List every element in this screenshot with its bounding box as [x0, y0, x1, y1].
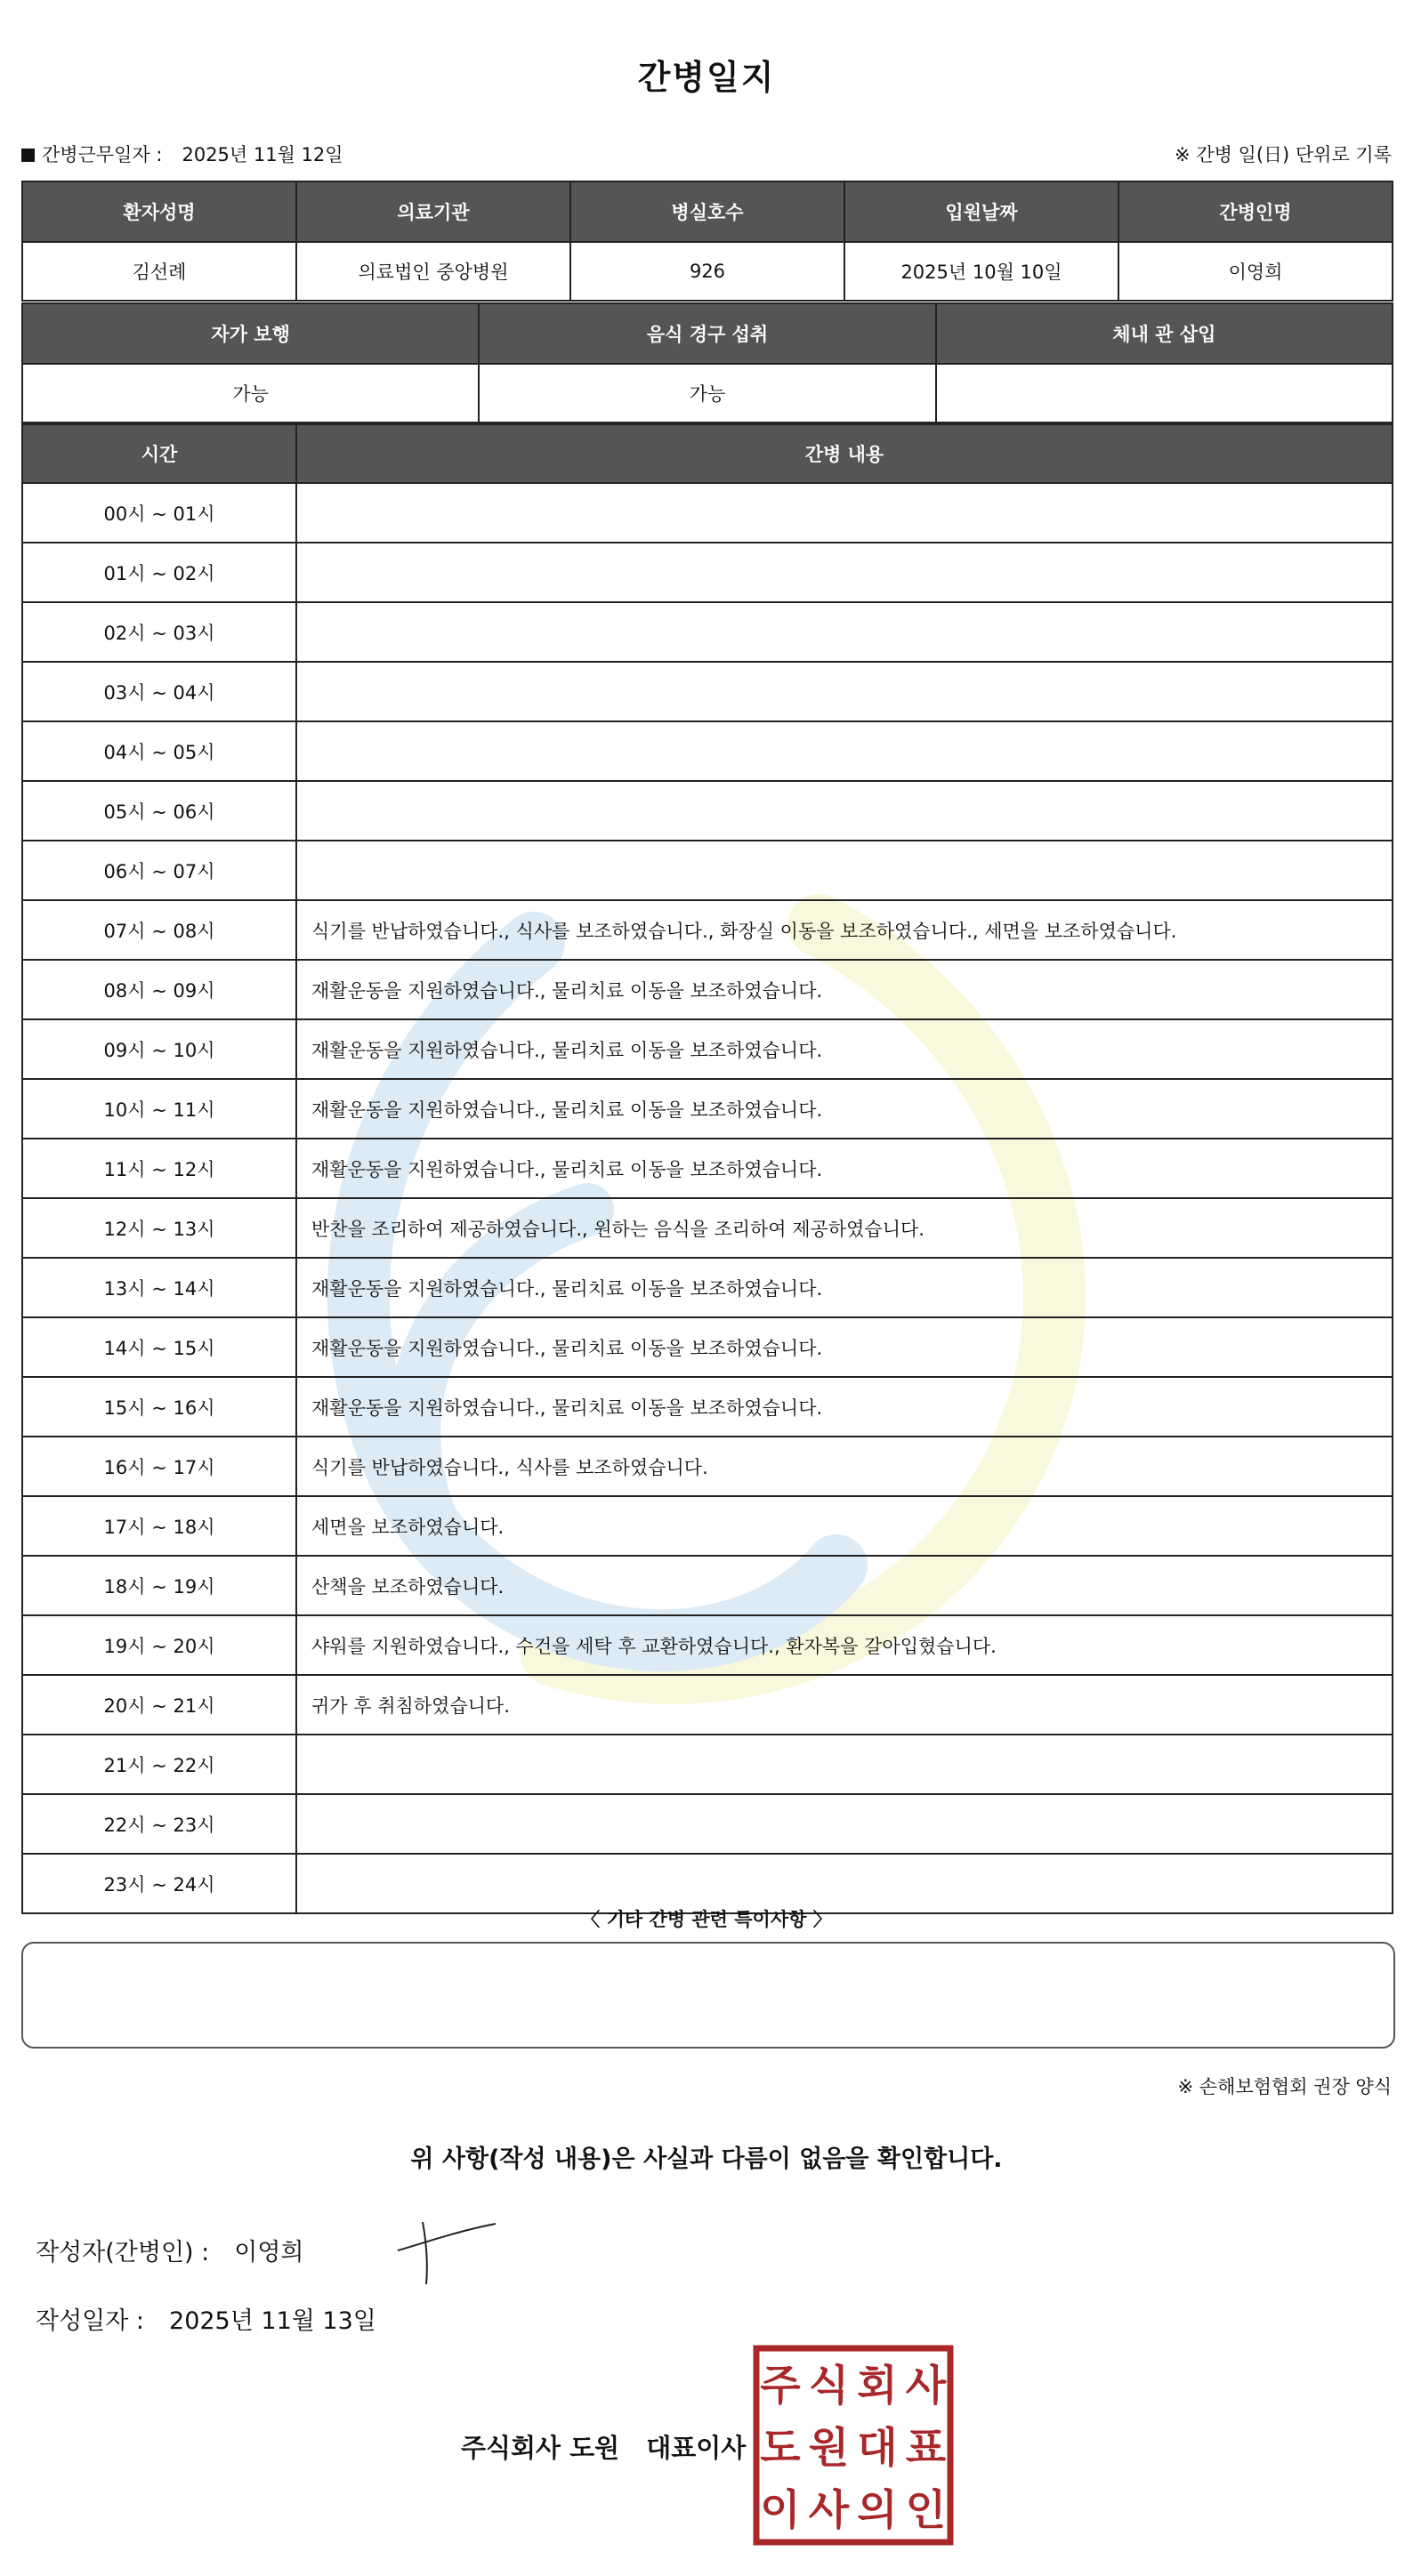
time-slot: 21시 ~ 22시	[22, 1735, 296, 1794]
written-date-value: 2025년 11월 13일	[169, 2307, 376, 2335]
table-row	[22, 1615, 1393, 1675]
seal-character: 이	[760, 2486, 801, 2535]
confirmation-statement: 위 사항(작성 내용)은 사실과 다름이 없음을 확인합니다.	[410, 2145, 1003, 2173]
table-row	[22, 1437, 1393, 1496]
care-content: 재활운동을 지원하였습니다., 물리치료 이동을 보조하였습니다.	[296, 1258, 1393, 1317]
writer-label: 작성자(간병인) :	[36, 2239, 210, 2266]
time-slot: 20시 ~ 21시	[22, 1675, 296, 1735]
care-content: 재활운동을 지원하였습니다., 물리치료 이동을 보조하였습니다.	[296, 1139, 1393, 1198]
table-row	[22, 841, 1393, 900]
time-slot: 10시 ~ 11시	[22, 1079, 296, 1139]
table-row	[22, 1675, 1393, 1735]
seal-character: 도	[760, 2424, 801, 2473]
table-row	[22, 781, 1393, 841]
document-title: 간병일지	[637, 58, 776, 97]
header-time: 시간	[22, 424, 296, 483]
time-slot: 19시 ~ 20시	[22, 1615, 296, 1675]
seal-character: 원	[808, 2424, 850, 2473]
caregiver-name: 이영희	[1118, 242, 1393, 301]
header-room: 병실호수	[570, 181, 844, 242]
header-caregiver: 간병인명	[1118, 181, 1393, 242]
care-content: 재활운동을 지원하였습니다., 물리치료 이동을 보조하였습니다.	[296, 1079, 1393, 1139]
writer-row	[36, 2233, 304, 2267]
notes-title: 〈 기타 간병 관련 특이사항 〉	[581, 1909, 832, 1930]
header-walking: 자가 보행	[22, 303, 479, 364]
header-patient-name: 환자성명	[22, 181, 296, 242]
work-date-value: 2025년 11월 12일	[182, 144, 343, 165]
table-row	[22, 1854, 1393, 1913]
tube-status	[936, 364, 1393, 423]
care-content	[296, 543, 1393, 602]
time-slot: 05시 ~ 06시	[22, 781, 296, 841]
time-slot: 04시 ~ 05시	[22, 721, 296, 781]
care-log-rows	[22, 483, 1393, 1913]
care-content	[296, 662, 1393, 721]
seal-character: 표	[905, 2424, 947, 2473]
table-row	[22, 1556, 1393, 1615]
company-rep-title: 대표이사	[646, 2433, 747, 2463]
time-slot: 17시 ~ 18시	[22, 1496, 296, 1556]
table-row	[22, 483, 1393, 543]
table-row	[22, 1139, 1393, 1198]
care-content: 식기를 반납하였습니다., 식사를 보조하였습니다.	[296, 1437, 1393, 1496]
care-content	[296, 1735, 1393, 1794]
care-content: 재활운동을 지원하였습니다., 물리치료 이동을 보조하였습니다.	[296, 1317, 1393, 1377]
table-row	[22, 1794, 1393, 1854]
time-slot: 13시 ~ 14시	[22, 1258, 296, 1317]
seal-character: 의	[857, 2486, 898, 2535]
care-content	[296, 721, 1393, 781]
work-date-label: 간병근무일자 :	[42, 144, 163, 165]
handwritten-signature	[396, 2215, 498, 2286]
patient-info-table	[21, 181, 1393, 302]
time-slot: 00시 ~ 01시	[22, 483, 296, 543]
table-row	[22, 900, 1393, 960]
company-name: 주식회사 도원	[461, 2433, 620, 2463]
table-row	[22, 1079, 1393, 1139]
seal-character: 주	[760, 2362, 801, 2411]
seal-character: 식	[808, 2362, 850, 2411]
company-seal	[753, 2345, 954, 2546]
care-content	[296, 1854, 1393, 1913]
time-slot: 11시 ~ 12시	[22, 1139, 296, 1198]
work-date	[21, 141, 343, 167]
seal-character: 사	[808, 2486, 850, 2535]
table-row	[22, 1019, 1393, 1079]
time-slot: 16시 ~ 17시	[22, 1437, 296, 1496]
square-bullet-icon	[21, 149, 35, 162]
header-care-content: 간병 내용	[296, 424, 1393, 483]
care-content: 식기를 반납하였습니다., 식사를 보조하였습니다., 화장실 이동을 보조하였습니다., 세면을 보조하였습니다.	[296, 900, 1393, 960]
company-signature-line	[461, 2428, 746, 2465]
oral-intake-status: 가능	[479, 364, 935, 423]
care-content: 재활운동을 지원하였습니다., 물리치료 이동을 보조하였습니다.	[296, 1377, 1393, 1437]
walking-status: 가능	[22, 364, 479, 423]
seal-character: 대	[857, 2424, 898, 2473]
seal-character: 회	[857, 2362, 898, 2411]
header-oral-intake: 음식 경구 섭취	[479, 303, 935, 364]
room-number: 926	[570, 242, 844, 301]
table-row	[22, 721, 1393, 781]
time-slot: 23시 ~ 24시	[22, 1854, 296, 1913]
written-date-label: 작성일자 :	[36, 2307, 145, 2335]
admission-date: 2025년 10월 10일	[844, 242, 1118, 301]
table-row	[22, 1258, 1393, 1317]
time-slot: 06시 ~ 07시	[22, 841, 296, 900]
daily-record-note: ※ 간병 일(日) 단위로 기록	[1175, 144, 1392, 165]
seal-character: 인	[905, 2486, 947, 2535]
time-slot: 08시 ~ 09시	[22, 960, 296, 1019]
table-row	[22, 662, 1393, 721]
time-slot: 12시 ~ 13시	[22, 1198, 296, 1258]
table-row	[22, 1496, 1393, 1556]
time-slot: 07시 ~ 08시	[22, 900, 296, 960]
care-content	[296, 841, 1393, 900]
time-slot: 02시 ~ 03시	[22, 602, 296, 662]
care-content: 반찬을 조리하여 제공하였습니다., 원하는 음식을 조리하여 제공하였습니다.	[296, 1198, 1393, 1258]
care-content	[296, 781, 1393, 841]
table-row	[22, 1377, 1393, 1437]
table-row	[22, 1317, 1393, 1377]
hospital-name: 의료법인 중앙병원	[296, 242, 570, 301]
care-content: 세면을 보조하였습니다.	[296, 1496, 1393, 1556]
time-slot: 01시 ~ 02시	[22, 543, 296, 602]
seal-character: 사	[905, 2362, 947, 2411]
written-date-row	[36, 2301, 376, 2336]
time-slot: 22시 ~ 23시	[22, 1794, 296, 1854]
header-tube: 체내 관 삽입	[936, 303, 1393, 364]
patient-name: 김선례	[22, 242, 296, 301]
time-slot: 18시 ~ 19시	[22, 1556, 296, 1615]
form-footnote: ※ 손해보험협회 권장 양식	[1177, 2076, 1392, 2097]
table-row	[22, 1198, 1393, 1258]
work-date-row	[21, 141, 1392, 169]
care-content	[296, 483, 1393, 543]
care-content: 샤워를 지원하였습니다., 수건을 세탁 후 교환하였습니다., 환자복을 갈아입혔습니다.	[296, 1615, 1393, 1675]
care-content	[296, 1794, 1393, 1854]
care-content: 재활운동을 지원하였습니다., 물리치료 이동을 보조하였습니다.	[296, 960, 1393, 1019]
patient-status-table	[21, 302, 1393, 423]
care-content: 산책을 보조하였습니다.	[296, 1556, 1393, 1615]
header-admission-date: 입원날짜	[844, 181, 1118, 242]
header-hospital: 의료기관	[296, 181, 570, 242]
time-slot: 14시 ~ 15시	[22, 1317, 296, 1377]
table-row	[22, 1735, 1393, 1794]
time-slot: 03시 ~ 04시	[22, 662, 296, 721]
table-row	[22, 602, 1393, 662]
care-content	[296, 602, 1393, 662]
writer-name: 이영희	[234, 2239, 304, 2266]
care-content: 귀가 후 취침하였습니다.	[296, 1675, 1393, 1735]
care-log-table	[21, 423, 1393, 1914]
table-row	[22, 960, 1393, 1019]
time-slot: 15시 ~ 16시	[22, 1377, 296, 1437]
time-slot: 09시 ~ 10시	[22, 1019, 296, 1079]
notes-box	[21, 1942, 1395, 2049]
care-content: 재활운동을 지원하였습니다., 물리치료 이동을 보조하였습니다.	[296, 1019, 1393, 1079]
table-row	[22, 543, 1393, 602]
